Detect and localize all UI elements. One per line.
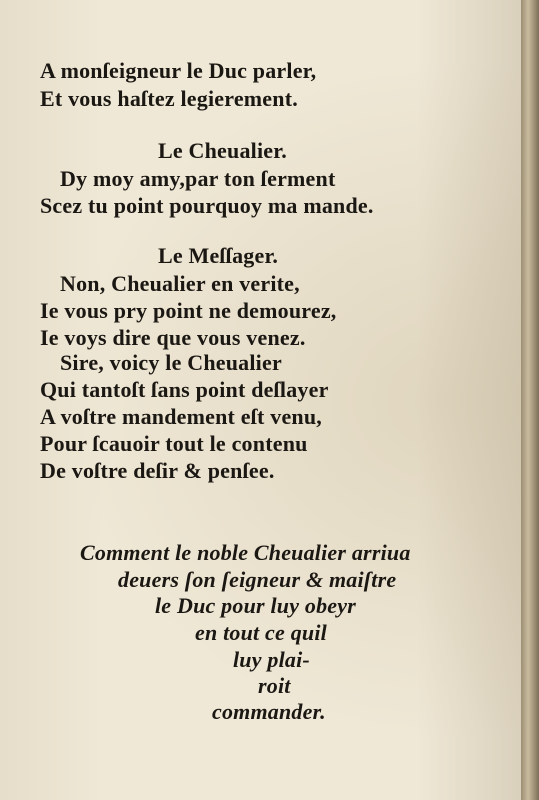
verse-line: Ie vous pry point ne demourez, [40,298,337,323]
verse-line: Pour ſcauoir tout le contenu [40,431,308,456]
verse-line: A monſeigneur le Duc parler, [40,58,317,83]
speaker-heading: Le Cheualier. [158,138,287,163]
verse-line: Scez tu point pourquoy ma mande. [40,193,374,218]
page-edge [521,0,539,800]
rubric-line: luy plai- [233,647,310,672]
verse-line: Dy moy amy,par ton ſerment [60,166,336,191]
verse-line: Et vous haſtez legierement. [40,86,298,111]
rubric-line: Comment le noble Cheualier arriua [80,540,411,565]
rubric-line: roit [258,673,291,698]
rubric-line: commander. [212,699,326,724]
verse-line: Non, Cheualier en verite, [60,271,300,296]
rubric-line: deuers ſon ſeigneur & maiſtre [118,567,397,592]
verse-line: Qui tantoſt ſans point deſlayer [40,377,329,402]
verse-line: A voſtre mandement eſt venu, [40,404,322,429]
verse-line: Ie voys dire que vous venez. [40,325,306,350]
verse-line: De voſtre deſir & penſee. [40,458,275,483]
rubric-line: en tout ce quil [195,620,327,645]
rubric-line: le Duc pour luy obeyr [155,593,356,618]
verse-line: Sire, voicy le Cheualier [60,350,282,375]
speaker-heading: Le Meſſager. [158,243,279,268]
